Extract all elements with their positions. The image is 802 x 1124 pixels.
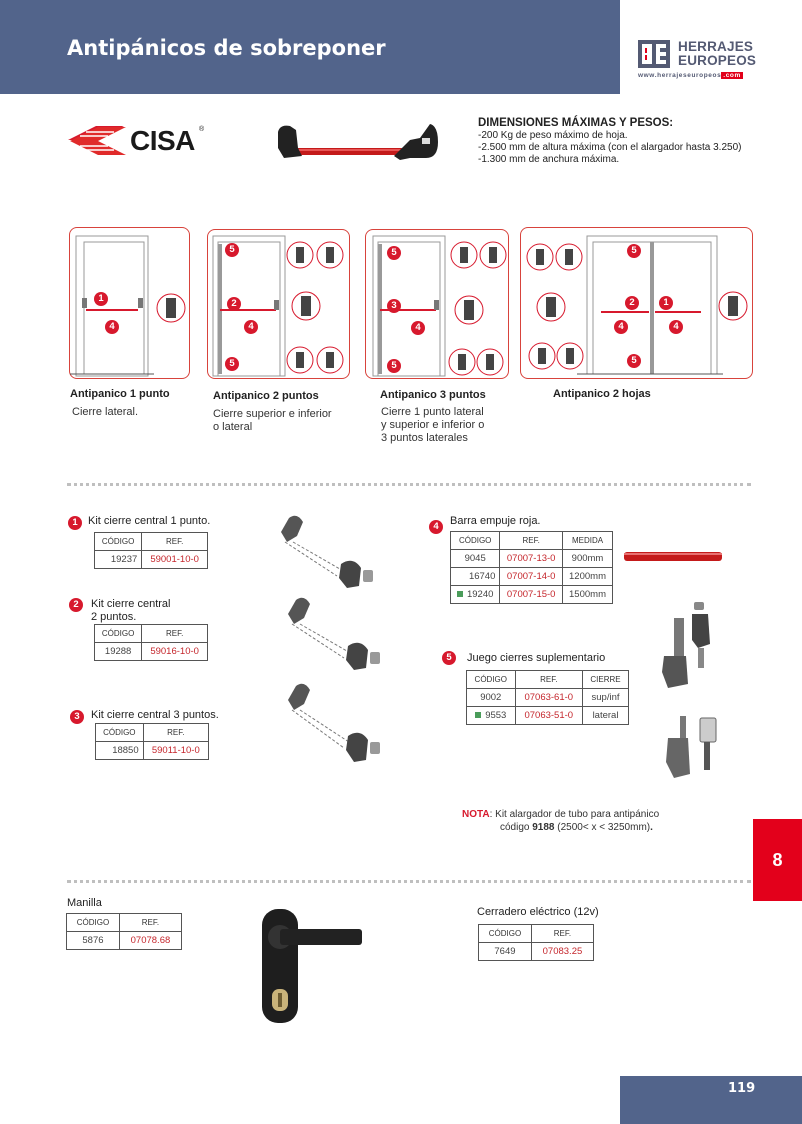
dimensions-block bbox=[478, 117, 741, 166]
col-header-medida: MEDIDA bbox=[563, 532, 613, 550]
diagram-badge-1: 1 bbox=[659, 296, 673, 310]
door-diagram-1 bbox=[70, 228, 189, 378]
type-title-3-puntos: Antipanico 3 puntos bbox=[380, 389, 486, 401]
cisa-logo-icon bbox=[68, 123, 130, 157]
diagram-badge-4: 4 bbox=[669, 320, 683, 334]
barra-badge: 4 bbox=[429, 520, 443, 534]
cell-ref: 07078.68 bbox=[119, 932, 181, 950]
nota-code: 9188 bbox=[532, 822, 555, 833]
type-title-1-punto: Antipanico 1 punto bbox=[70, 388, 170, 400]
type-desc-line: Cierre superior e inferior bbox=[213, 408, 332, 420]
diagram-badge-4: 4 bbox=[614, 320, 628, 334]
juego-table bbox=[466, 670, 629, 725]
kit-title-line: Kit cierre central bbox=[91, 598, 171, 610]
col-header-ref: REF. bbox=[500, 532, 563, 550]
nota-block bbox=[462, 808, 659, 834]
footer-band bbox=[620, 1076, 802, 1124]
juego-title: Juego cierres suplementario bbox=[467, 652, 606, 664]
juego-badge: 5 bbox=[442, 651, 456, 665]
nota-range: (2500< x < 3250mm) bbox=[554, 822, 651, 833]
cell-codigo: 18850 bbox=[96, 742, 144, 760]
brand-url-host: www.herrajeseuropeos bbox=[638, 72, 722, 79]
push-bar-photo bbox=[270, 118, 440, 168]
cell-ref: 59016-10-0 bbox=[142, 643, 208, 661]
type-desc-1-punto: Cierre lateral. bbox=[72, 406, 139, 418]
diagram-badge-5: 5 bbox=[627, 354, 641, 368]
brand-url[interactable] bbox=[638, 72, 743, 79]
brand-name-line1: HERRAJES bbox=[678, 39, 754, 54]
table-row bbox=[451, 586, 613, 604]
col-header-cierre: CIERRE bbox=[583, 671, 629, 689]
diagram-badge-5: 5 bbox=[225, 357, 239, 371]
dimensions-line: -2.500 mm de altura máxima (con el alargador hasta 3.250) bbox=[478, 142, 742, 153]
nota-text: : Kit alargador de tubo para antipánico bbox=[489, 809, 660, 820]
col-header-ref: REF. bbox=[531, 925, 593, 943]
table-row bbox=[467, 707, 629, 725]
cell-codigo: 9002 bbox=[467, 689, 516, 707]
page-title: Antipánicos de sobreponer bbox=[67, 36, 386, 60]
diagram-1-punto bbox=[69, 227, 190, 379]
cell-ref: 07007-15-0 bbox=[500, 586, 563, 604]
table-row bbox=[451, 568, 613, 586]
section-tab[interactable]: 8 bbox=[753, 819, 802, 901]
barra-title: Barra empuje roja. bbox=[450, 515, 541, 527]
red-bar-image bbox=[624, 548, 722, 566]
brand-logo-icon bbox=[638, 40, 670, 68]
page-number: 119 bbox=[728, 1081, 756, 1096]
cell-codigo: 19237 bbox=[95, 551, 142, 569]
kit-1-product-image bbox=[275, 512, 385, 594]
brand-name-line2: EUROPEOS bbox=[678, 53, 757, 68]
diagram-badge-5: 5 bbox=[387, 246, 401, 260]
col-header-codigo: CÓDIGO bbox=[479, 925, 532, 943]
col-header-ref: REF. bbox=[119, 914, 181, 932]
section-divider bbox=[67, 880, 751, 883]
kit-badge-2: 2 bbox=[69, 598, 83, 612]
cell-ref: 07083.25 bbox=[531, 943, 593, 961]
dimensions-line: -1.300 mm de anchura máxima. bbox=[478, 154, 620, 165]
type-desc-line: y superior e inferior o bbox=[381, 419, 485, 431]
col-header-codigo: CÓDIGO bbox=[467, 671, 516, 689]
type-title-2-hojas: Antipanico 2 hojas bbox=[553, 388, 651, 400]
col-header-codigo: CÓDIGO bbox=[451, 532, 500, 550]
manilla-product-image bbox=[248, 903, 366, 1027]
table-row bbox=[95, 643, 208, 661]
col-header-codigo: CÓDIGO bbox=[95, 625, 142, 643]
juego-product-image-top bbox=[658, 600, 718, 692]
kit-badge-3: 3 bbox=[70, 710, 84, 724]
cerradero-title: Cerradero eléctrico (12v) bbox=[477, 906, 599, 918]
diagram-badge-3: 3 bbox=[387, 299, 401, 313]
diagram-badge-4: 4 bbox=[411, 321, 425, 335]
table-row bbox=[67, 932, 182, 950]
section-divider bbox=[67, 483, 751, 486]
col-header-ref: REF. bbox=[142, 625, 208, 643]
type-title-2-puntos: Antipanico 2 puntos bbox=[213, 390, 319, 402]
kit-2-table bbox=[94, 624, 208, 661]
col-header-codigo: CÓDIGO bbox=[96, 724, 144, 742]
stock-indicator-icon bbox=[475, 712, 481, 718]
type-desc-line: o lateral bbox=[213, 421, 253, 433]
brand-url-tld: .com bbox=[723, 72, 741, 79]
kit-title-3: Kit cierre central 3 puntos. bbox=[91, 709, 219, 721]
kit-2-product-image bbox=[282, 594, 392, 676]
manilla-title: Manilla bbox=[67, 897, 102, 909]
cell-medida: 900mm bbox=[563, 550, 613, 568]
cell-codigo: 7649 bbox=[479, 943, 532, 961]
diagram-badge-2: 2 bbox=[625, 296, 639, 310]
table-row bbox=[467, 689, 629, 707]
table-row bbox=[95, 551, 208, 569]
cell-ref: 07063-61-0 bbox=[515, 689, 582, 707]
type-desc-3-puntos bbox=[381, 406, 484, 445]
cell-medida: 1500mm bbox=[563, 586, 613, 604]
cell-medida: 1200mm bbox=[563, 568, 613, 586]
diagram-badge-5: 5 bbox=[225, 243, 239, 257]
diagram-badge-4: 4 bbox=[105, 320, 119, 334]
table-row bbox=[96, 742, 209, 760]
dimensions-line: -200 Kg de peso máximo de hoja. bbox=[478, 130, 628, 141]
kit-title-2 bbox=[91, 598, 170, 624]
col-header-ref: REF. bbox=[142, 533, 208, 551]
col-header-codigo: CÓDIGO bbox=[95, 533, 142, 551]
kit-3-table bbox=[95, 723, 209, 760]
cell-codigo bbox=[451, 586, 500, 604]
manilla-table bbox=[66, 913, 182, 950]
cerradero-table bbox=[478, 924, 594, 961]
nota-dot: . bbox=[650, 822, 653, 833]
cell-codigo bbox=[467, 707, 516, 725]
stock-indicator-icon bbox=[457, 591, 463, 597]
table-row bbox=[451, 550, 613, 568]
cisa-wordmark: CISA bbox=[130, 125, 195, 156]
kit-1-table bbox=[94, 532, 208, 569]
kit-title-1: Kit cierre central 1 punto. bbox=[88, 515, 211, 527]
diagram-badge-2: 2 bbox=[227, 297, 241, 311]
kit-title-line: 2 puntos. bbox=[91, 611, 137, 623]
cell-codigo: 5876 bbox=[67, 932, 120, 950]
cisa-logo bbox=[68, 123, 208, 157]
cell-ref: 59001-10-0 bbox=[142, 551, 208, 569]
diagram-badge-5: 5 bbox=[387, 359, 401, 373]
cell-cierre: lateral bbox=[583, 707, 629, 725]
col-header-codigo: CÓDIGO bbox=[67, 914, 120, 932]
diagram-badge-1: 1 bbox=[94, 292, 108, 306]
nota-text: código bbox=[500, 822, 533, 833]
table-row bbox=[479, 943, 594, 961]
cell-ref: 59011-10-0 bbox=[143, 742, 208, 760]
cell-codigo: 9045 bbox=[451, 550, 500, 568]
kit-badge-1: 1 bbox=[68, 516, 82, 530]
cell-cierre: sup/inf bbox=[583, 689, 629, 707]
kit-3-product-image bbox=[282, 680, 392, 770]
cisa-registered-mark: ® bbox=[199, 126, 205, 133]
type-desc-line: Cierre 1 punto lateral bbox=[381, 406, 484, 418]
cell-codigo: 19288 bbox=[95, 643, 142, 661]
brand-logo bbox=[638, 40, 758, 84]
cell-ref: 07007-14-0 bbox=[500, 568, 563, 586]
col-header-ref: REF. bbox=[143, 724, 208, 742]
diagram-badge-5: 5 bbox=[627, 244, 641, 258]
juego-product-image-bottom bbox=[662, 712, 722, 784]
type-desc-line: 3 puntos laterales bbox=[381, 432, 468, 444]
col-header-ref: REF. bbox=[515, 671, 582, 689]
cell-ref: 07007-13-0 bbox=[500, 550, 563, 568]
cell-codigo-value: 19240 bbox=[466, 589, 494, 600]
type-desc-2-puntos bbox=[213, 408, 332, 434]
cell-codigo-value: 9553 bbox=[485, 710, 507, 721]
dimensions-heading: DIMENSIONES MÁXIMAS Y PESOS: bbox=[478, 117, 674, 129]
barra-table bbox=[450, 531, 613, 604]
cell-ref: 07063-51-0 bbox=[515, 707, 582, 725]
cell-codigo: 16740 bbox=[451, 568, 500, 586]
diagram-badge-4: 4 bbox=[244, 320, 258, 334]
nota-label: NOTA bbox=[462, 809, 490, 820]
